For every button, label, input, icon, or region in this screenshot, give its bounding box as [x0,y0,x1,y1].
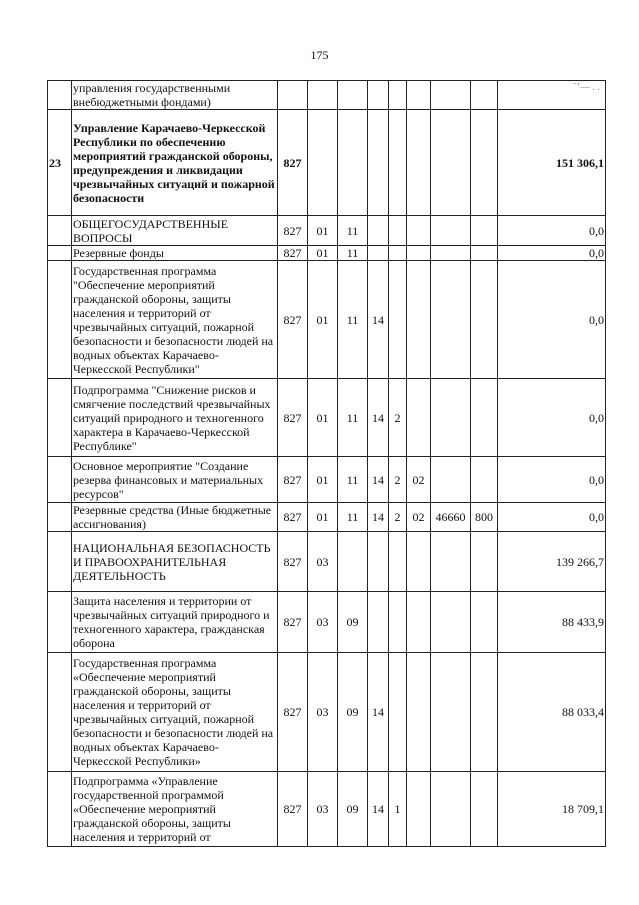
row-pr-cell: 09 [338,592,368,653]
row-measure-cell [407,246,431,261]
row-sum-cell: 0,0 [498,246,606,261]
row-gr-cell: 827 [278,261,308,379]
row-pr-cell [338,532,368,592]
row-vr-cell [471,216,498,246]
row-gr-cell: 827 [278,457,308,503]
row-program-cell: 14 [368,653,389,772]
row-pr-cell: 09 [338,653,368,772]
row-program-cell [368,246,389,261]
row-sum-cell: 151 306,1 [498,110,606,216]
row-number-cell [48,532,72,592]
row-gr-cell: 827 [278,592,308,653]
row-subprogram-cell [389,592,407,653]
row-direction-cell [431,110,471,216]
row-name-cell: Защита населения и территории от чрезвычайных ситуаций природного и техногенного характера, гражданская оборона [72,592,278,653]
row-measure-cell [407,772,431,847]
row-direction-cell [431,246,471,261]
row-sum-cell: 139 266,7 [498,532,606,592]
table-row [48,81,606,110]
row-name-cell: Государственная программа «Обеспечение мероприятий гражданской обороны, защиты населения и территорий от чрезвычайных ситуаций, пожарной безопасности и безопасности людей на водных объектах Карачаево-Черкесской Республики» [72,653,278,772]
row-gr-cell: 827 [278,532,308,592]
row-rz-cell: 01 [308,261,338,379]
table-row [48,261,606,379]
row-measure-cell [407,110,431,216]
row-vr-cell [471,772,498,847]
row-name-cell: ОБЩЕГОСУДАРСТВЕННЫЕ ВОПРОСЫ [72,216,278,246]
table-row [48,457,606,503]
row-rz-cell: 01 [308,457,338,503]
row-program-cell: 14 [368,261,389,379]
row-vr-cell [471,110,498,216]
row-program-cell: 14 [368,772,389,847]
row-direction-cell: 46660 [431,503,471,532]
row-measure-cell [407,592,431,653]
row-gr-cell: 827 [278,503,308,532]
row-measure-cell [407,379,431,457]
row-sum-cell: 0,0 [498,457,606,503]
row-measure-cell [407,653,431,772]
row-rz-cell: 03 [308,592,338,653]
table-row [48,110,606,216]
row-pr-cell: 11 [338,503,368,532]
row-rz-cell: 03 [308,772,338,847]
row-vr-cell [471,532,498,592]
row-sum-cell: 88 433,9 [498,592,606,653]
budget-table [47,80,606,847]
row-number-cell [48,246,72,261]
row-subprogram-cell [389,532,407,592]
row-vr-cell [471,379,498,457]
row-name-cell: Государственная программа "Обеспечение мероприятий гражданской обороны, защиты населения и территорий от чрезвычайных ситуаций, пожарной безопасности и безопасности людей на водных объектах Карачаево-Черкесской Республики" [72,261,278,379]
row-pr-cell: 11 [338,261,368,379]
row-number-cell [48,772,72,847]
row-name-cell: НАЦИОНАЛЬНАЯ БЕЗОПАСНОСТЬ И ПРАВООХРАНИТЕЛЬНАЯ ДЕЯТЕЛЬНОСТЬ [72,532,278,592]
row-vr-cell: 800 [471,503,498,532]
table-row [48,532,606,592]
row-subprogram-cell [389,81,407,110]
row-name-cell: управления государственными внебюджетными фондами) [72,81,278,110]
row-gr-cell: 827 [278,246,308,261]
row-direction-cell [431,772,471,847]
row-subprogram-cell [389,653,407,772]
row-direction-cell [431,261,471,379]
row-gr-cell: 827 [278,216,308,246]
row-rz-cell [308,110,338,216]
row-direction-cell [431,653,471,772]
row-vr-cell [471,81,498,110]
row-gr-cell: 827 [278,653,308,772]
table-row [48,653,606,772]
row-number-cell: 23 [48,110,72,216]
row-gr-cell: 827 [278,772,308,847]
row-pr-cell: 11 [338,216,368,246]
row-rz-cell [308,81,338,110]
row-vr-cell [471,592,498,653]
row-pr-cell: 11 [338,246,368,261]
row-sum-cell: 18 709,1 [498,772,606,847]
row-subprogram-cell: 2 [389,503,407,532]
row-program-cell [368,216,389,246]
row-rz-cell: 03 [308,532,338,592]
table-body [48,81,606,847]
row-program-cell [368,81,389,110]
row-pr-cell [338,81,368,110]
row-rz-cell: 01 [308,379,338,457]
row-direction-cell [431,457,471,503]
row-program-cell: 14 [368,457,389,503]
row-number-cell [48,503,72,532]
row-vr-cell [471,457,498,503]
row-sum-cell: 0,0 [498,503,606,532]
row-number-cell [48,379,72,457]
page-number: 175 [310,48,329,62]
row-program-cell: 14 [368,379,389,457]
row-program-cell [368,110,389,216]
row-measure-cell [407,81,431,110]
row-subprogram-cell [389,246,407,261]
row-sum-cell: 0,0 [498,216,606,246]
row-name-cell: Резервные средства (Иные бюджетные ассигнования) [72,503,278,532]
row-number-cell [48,81,72,110]
row-direction-cell [431,379,471,457]
row-gr-cell [278,81,308,110]
row-program-cell [368,532,389,592]
row-number-cell [48,216,72,246]
row-direction-cell [431,81,471,110]
row-direction-cell [431,216,471,246]
row-pr-cell: 09 [338,772,368,847]
row-rz-cell: 01 [308,503,338,532]
row-number-cell [48,653,72,772]
row-rz-cell: 01 [308,246,338,261]
row-program-cell: 14 [368,503,389,532]
row-measure-cell [407,532,431,592]
row-rz-cell: 03 [308,653,338,772]
row-pr-cell: 11 [338,379,368,457]
row-name-cell: Управление Карачаево-Черкесской Республики по обеспечению мероприятий гражданской обороны, предупреждения и ликвидации чрезвычайных ситуаций и пожарной безопасности [72,110,278,216]
table-row [48,503,606,532]
row-direction-cell [431,532,471,592]
row-number-cell [48,261,72,379]
row-pr-cell [338,110,368,216]
row-sum-cell: 88 033,4 [498,653,606,772]
row-name-cell: Подпрограмма "Снижение рисков и смягчение последствий чрезвычайных ситуаций природного и техногенного характера в Карачаево-Черкесской Республике" [72,379,278,457]
row-subprogram-cell [389,216,407,246]
row-measure-cell: 02 [407,457,431,503]
table-row [48,772,606,847]
row-subprogram-cell: 2 [389,379,407,457]
row-name-cell: Подпрограмма «Управление государственной программой «Обеспечение мероприятий гражданской обороны, защиты населения и территорий от [72,772,278,847]
row-pr-cell: 11 [338,457,368,503]
row-subprogram-cell: 1 [389,772,407,847]
row-vr-cell [471,653,498,772]
row-sum-cell: 0,0 [498,379,606,457]
row-sum-cell: 0,0 [498,261,606,379]
row-subprogram-cell: 2 [389,457,407,503]
row-rz-cell: 01 [308,216,338,246]
row-number-cell [48,592,72,653]
row-program-cell [368,592,389,653]
row-gr-cell: 827 [278,379,308,457]
row-vr-cell [471,246,498,261]
row-sum-cell [498,81,606,110]
row-name-cell: Основное мероприятие "Создание резерва финансовых и материальных ресурсов" [72,457,278,503]
table-row [48,246,606,261]
row-measure-cell: 02 [407,503,431,532]
table-row [48,592,606,653]
corner-mark: ˜’— . . [573,82,600,93]
row-vr-cell [471,261,498,379]
row-measure-cell [407,216,431,246]
table-row [48,216,606,246]
row-subprogram-cell [389,261,407,379]
row-name-cell: Резервные фонды [72,246,278,261]
row-subprogram-cell [389,110,407,216]
row-direction-cell [431,592,471,653]
row-measure-cell [407,261,431,379]
row-gr-cell: 827 [278,110,308,216]
row-number-cell [48,457,72,503]
table-row [48,379,606,457]
